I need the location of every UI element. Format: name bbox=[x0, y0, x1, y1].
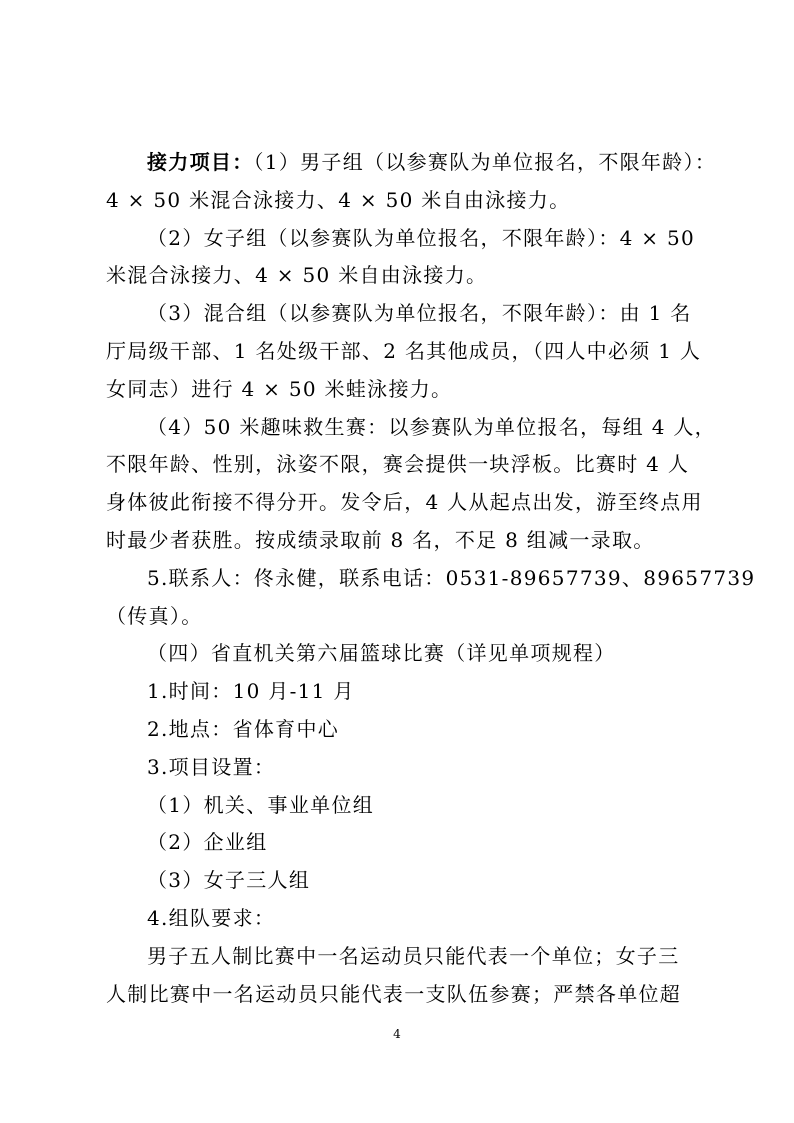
paragraph-line: 人制比赛中一名运动员只能代表一支队伍参赛；严禁各单位超 bbox=[106, 981, 682, 1006]
team-requirements-item: 4.组队要求： bbox=[147, 905, 276, 930]
paragraph-line: （2）女子组（以参赛队为单位报名，不限年龄）：4 × 50 bbox=[147, 225, 696, 250]
page-number: 4 bbox=[393, 1027, 401, 1041]
events-item: 3.项目设置： bbox=[147, 754, 276, 779]
paragraph-line: 4 × 50 米混合泳接力、4 × 50 米自由泳接力。 bbox=[106, 187, 571, 212]
mens-group-text: （1）男子组（以参赛队为单位报名，不限年龄）： bbox=[253, 150, 717, 174]
relay-events-heading-line bbox=[106, 144, 717, 182]
paragraph-line: （3）混合组（以参赛队为单位报名，不限年龄）：由 1 名 bbox=[147, 301, 692, 326]
time-item: 1.时间：10 月-11 月 bbox=[147, 679, 355, 704]
paragraph-line: 厅局级干部、1 名处级干部、2 名其他成员，（四人中必须 1 人 bbox=[106, 338, 702, 363]
paragraph-line: 身体彼此衔接不得分开。发令后，4 人从起点出发，游至终点用 bbox=[106, 490, 703, 515]
paragraph-line: 时最少者获胜。按成绩录取前 8 名，不足 8 组减一录取。 bbox=[106, 527, 655, 552]
list-item: （3）女子三人组 bbox=[147, 868, 311, 893]
list-item: （2）企业组 bbox=[147, 830, 268, 855]
paragraph-line: （4）50 米趣味救生赛：以参赛队为单位报名，每组 4 人， bbox=[147, 414, 716, 439]
paragraph-line: 男子五人制比赛中一名运动员只能代表一个单位；女子三 bbox=[147, 943, 680, 968]
section-heading: （四）省直机关第六届篮球比赛（详见单项规程） bbox=[147, 641, 616, 666]
relay-events-label: 接力项目： bbox=[147, 150, 254, 174]
paragraph-line: （传真）。 bbox=[106, 603, 203, 628]
list-item: （1）机关、事业单位组 bbox=[147, 792, 375, 817]
paragraph-line: 女同志）进行 4 × 50 米蛙泳接力。 bbox=[106, 376, 453, 401]
paragraph-line: 不限年龄、性别，泳姿不限，赛会提供一块浮板。比赛时 4 人 bbox=[106, 452, 690, 477]
document-body bbox=[106, 144, 756, 1013]
paragraph-line: 米混合泳接力、4 × 50 米自由泳接力。 bbox=[106, 263, 488, 288]
location-item: 2.地点：省体育中心 bbox=[147, 716, 340, 741]
contact-line: 5.联系人：佟永健，联系电话：0531-89657739、89657739 bbox=[147, 565, 756, 590]
